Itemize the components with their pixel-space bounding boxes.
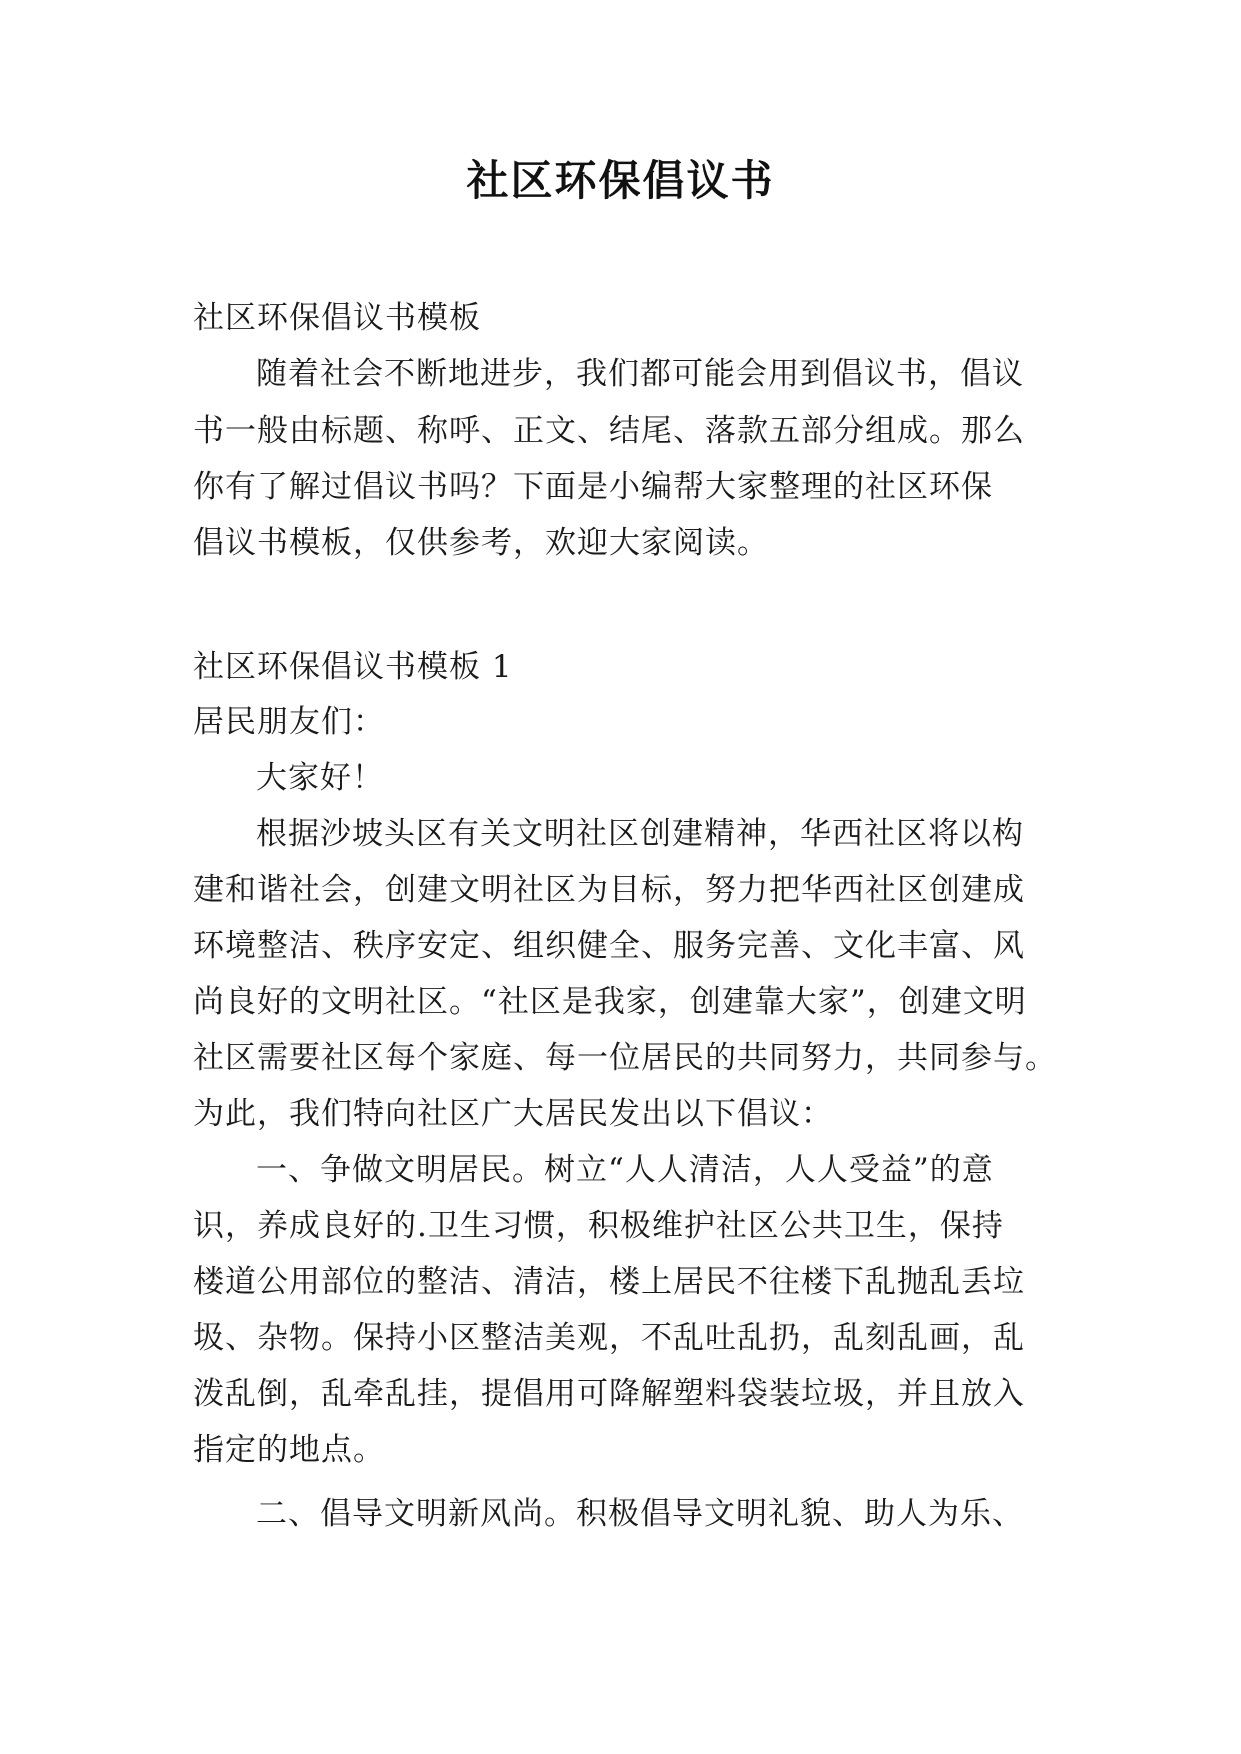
item-one-line: 一、争做文明居民。树立“人人清洁，人人受益”的意 bbox=[256, 1152, 994, 1188]
item-one-line: 识，养成良好的.卫生习惯，积极维护社区公共卫生，保持 bbox=[193, 1208, 1004, 1244]
body-line: 为此，我们特向社区广大居民发出以下倡议： bbox=[193, 1096, 833, 1132]
body-line: 环境整洁、秩序安定、组织健全、服务完善、文化丰富、风 bbox=[193, 928, 1025, 964]
body-line: 根据沙坡头区有关文明社区创建精神，华西社区将以构 bbox=[256, 816, 1024, 852]
body-line: 社区需要社区每个家庭、每一位居民的共同努力，共同参与。 bbox=[193, 1040, 1057, 1076]
intro-line: 你有了解过倡议书吗？下面是小编帮大家整理的社区环保 bbox=[193, 469, 993, 505]
item-one-line: 楼道公用部位的整洁、清洁，楼上居民不往楼下乱抛乱丢垃 bbox=[193, 1264, 1025, 1300]
document-title: 社区环保倡议书 bbox=[466, 156, 775, 205]
greeting: 大家好！ bbox=[256, 760, 384, 796]
intro-line: 书一般由标题、称呼、正文、结尾、落款五部分组成。那么 bbox=[193, 413, 1025, 449]
item-two-line: 二、倡导文明新风尚。积极倡导文明礼貌、助人为乐、 bbox=[256, 1496, 1024, 1532]
document-subtitle: 社区环保倡议书模板 bbox=[193, 300, 481, 336]
item-one-line: 指定的地点。 bbox=[193, 1432, 385, 1468]
item-one-line: 圾、杂物。保持小区整洁美观，不乱吐乱扔，乱刻乱画，乱 bbox=[193, 1320, 1025, 1356]
salutation: 居民朋友们： bbox=[193, 704, 385, 740]
body-line: 尚良好的文明社区。“社区是我家，创建靠大家”，创建文明 bbox=[193, 984, 1027, 1020]
item-one-line: 泼乱倒，乱牵乱挂，提倡用可降解塑料袋装垃圾，并且放入 bbox=[193, 1376, 1025, 1412]
section-heading: 社区环保倡议书模板 1 bbox=[193, 649, 513, 685]
body-line: 建和谐社会，创建文明社区为目标，努力把华西社区创建成 bbox=[193, 872, 1025, 908]
intro-line: 随着社会不断地进步，我们都可能会用到倡议书，倡议 bbox=[256, 356, 1024, 392]
intro-line: 倡议书模板，仅供参考，欢迎大家阅读。 bbox=[193, 525, 769, 561]
